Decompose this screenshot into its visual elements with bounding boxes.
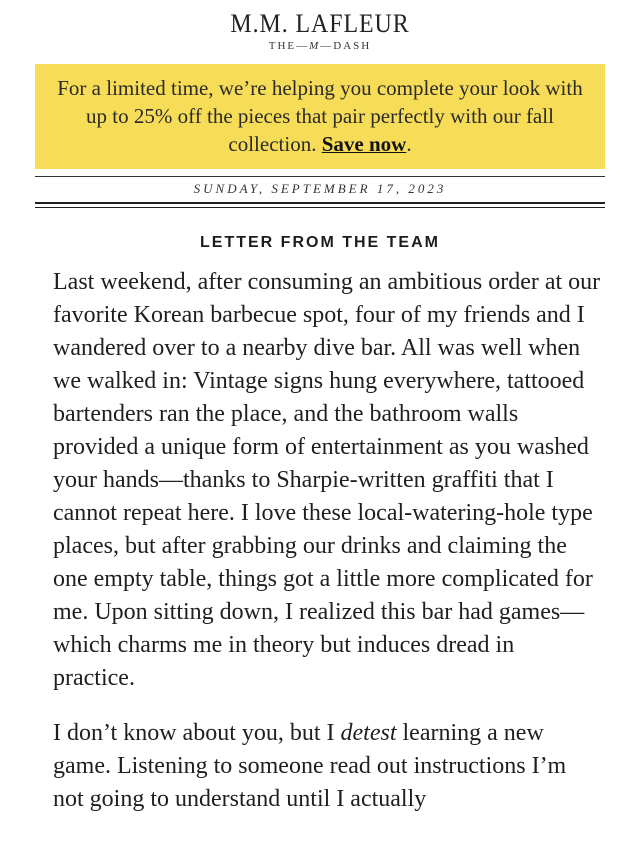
date-rule-bottom-thick	[35, 202, 605, 204]
letter-paragraph-1: Last weekend, after consuming an ambitious order at our favorite Korean barbecue spot, four of my friends and I wandered over to a nearby dive bar. All was well when we walked in: Vintage signs hung everywhere, tattooed bartenders ran the place, and the bathroom walls provided a unique form of entertainment as you washed your hands—thanks to Sharpie-written graffiti that I cannot repeat here. I love these local-watering-hole type places, but after grabbing our drinks and claiming the one empty table, things got a little more complicated for me. Upon sitting down, I realized this bar had games—which charms me in theory but induces dread in practice.	[53, 269, 601, 691]
section-heading: LETTER FROM THE TEAM	[200, 234, 440, 251]
promo-banner	[35, 64, 605, 169]
issue-date: SUNDAY, SEPTEMBER 17, 2023	[193, 181, 447, 196]
letter-paragraph-2	[53, 717, 601, 816]
promo-text: For a limited time, we’re helping you complete your look with up to 25% off the pieces that pair perfectly with our fall collection.	[57, 76, 583, 156]
date-bar	[35, 174, 605, 210]
masthead	[0, 0, 640, 54]
date-rule-top	[35, 176, 605, 177]
save-now-link[interactable]: Save now	[321, 132, 407, 156]
letter-body	[53, 266, 601, 838]
promo-trailing: .	[406, 132, 412, 156]
paragraph-2-emphasis: detest	[340, 720, 397, 746]
brand-subtitle	[0, 40, 640, 53]
brand-subtitle-right: —DASH	[320, 40, 372, 52]
date-rule-bottom-thin	[35, 207, 605, 208]
brand-subtitle-mid: M	[309, 40, 321, 52]
paragraph-2-after: learning a new game. Listening to someone read out instructions I’m not going to understand until I actually	[53, 720, 567, 812]
brand-logo[interactable]: M.M. LAFLEUR	[230, 9, 410, 38]
paragraph-2-before: I don’t know about you, but I	[53, 720, 341, 746]
brand-subtitle-left: THE—	[268, 40, 310, 52]
